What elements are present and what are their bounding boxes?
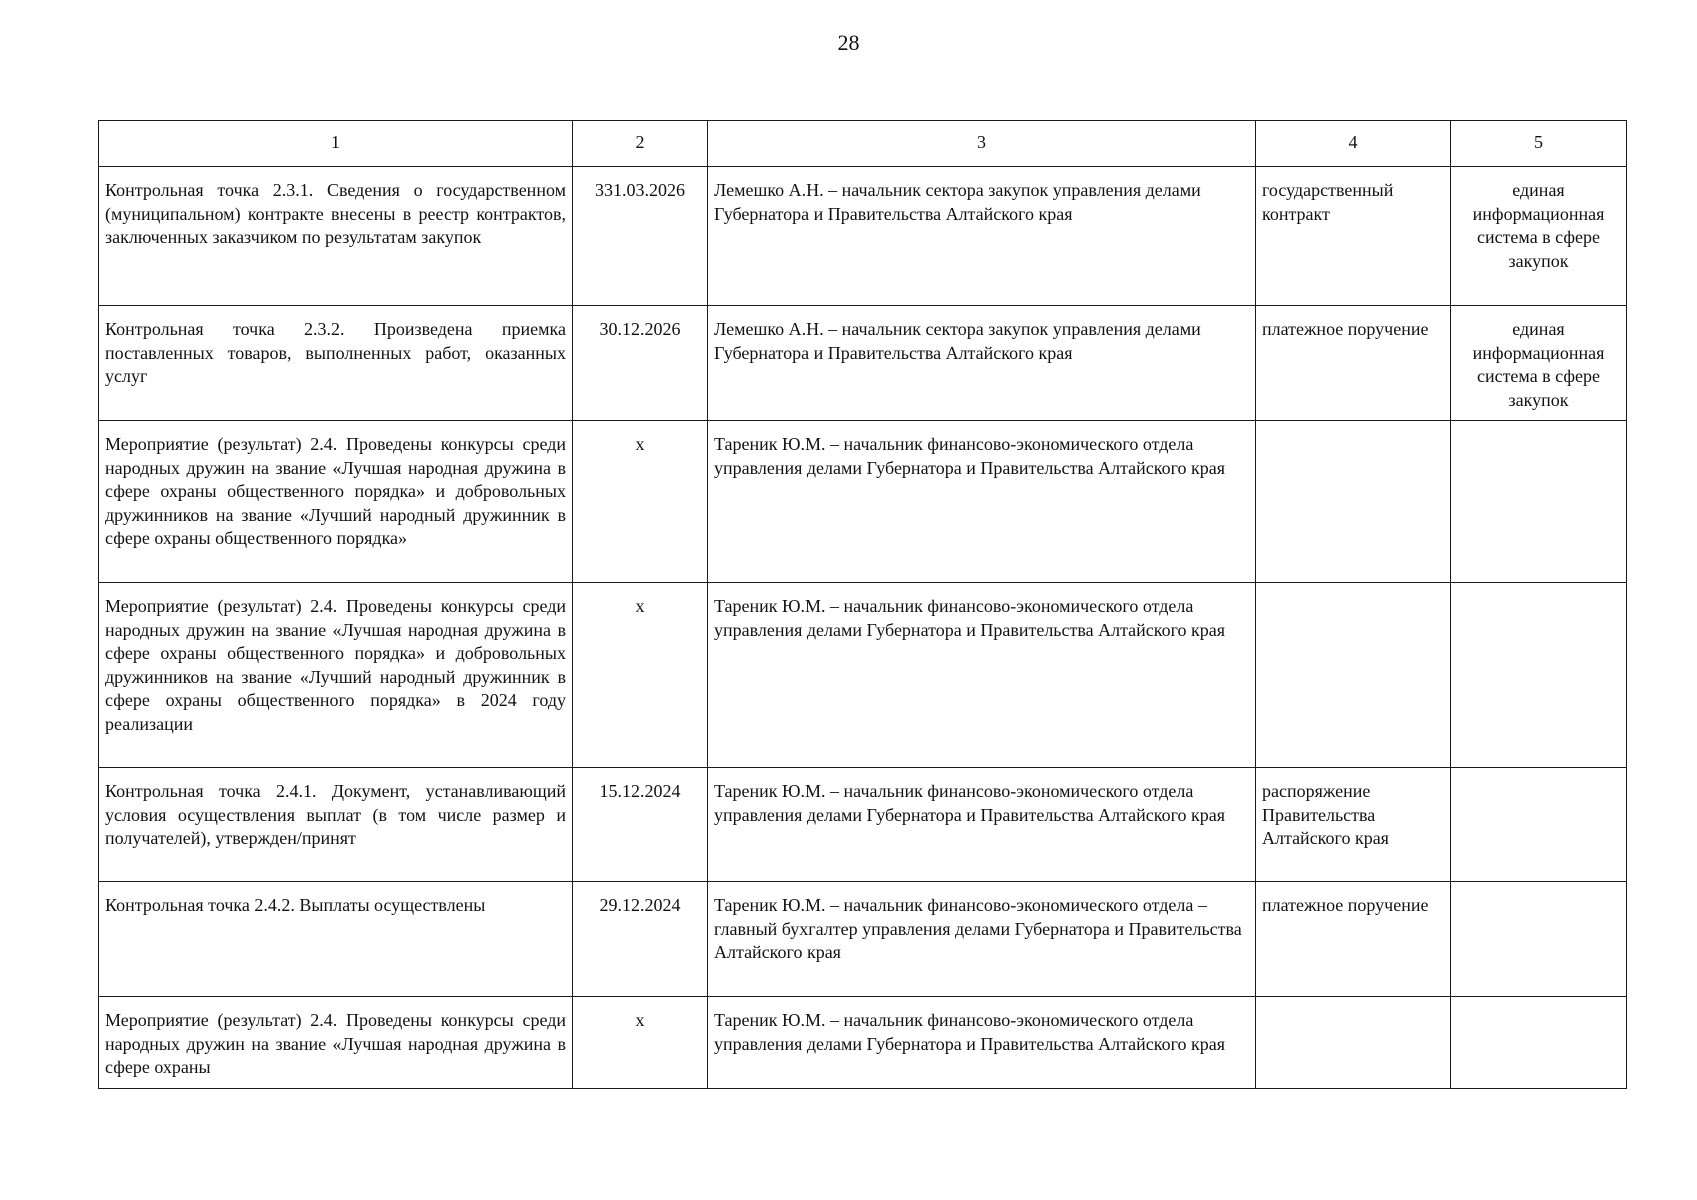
event-cell: Мероприятие (результат) 2.4. Проведены конкурсы среди народных дружин на звание «Лучшая народная дружина в сфере охраны [99,997,573,1089]
event-cell: Контрольная точка 2.3.2. Произведена приемка поставленных товаров, выполненных работ, оказанных услуг [99,306,573,421]
date-cell: 331.03.2026 [573,167,708,306]
system-cell [1451,997,1627,1089]
system-cell [1451,421,1627,583]
table-row [99,583,1627,768]
responsible-cell: Лемешко А.Н. – начальник сектора закупок управления делами Губернатора и Правительства Алтайского края [708,167,1256,306]
date-cell: 30.12.2026 [573,306,708,421]
event-cell: Мероприятие (результат) 2.4. Проведены конкурсы среди народных дружин на звание «Лучшая народная дружина в сфере охраны общественного порядка» и добровольных дружинников на звание «Лучший народный дружинник в сфере охраны общественного порядка» [99,421,573,583]
date-cell: 15.12.2024 [573,768,708,882]
responsible-cell: Тареник Ю.М. – начальник финансово-экономического отдела управления делами Губернатора и Правительства Алтайского края [708,768,1256,882]
responsible-cell: Тареник Ю.М. – начальник финансово-экономического отдела управления делами Губернатора и Правительства Алтайского края [708,997,1256,1089]
system-cell [1451,583,1627,768]
document-cell [1256,421,1451,583]
document-cell: государственный контракт [1256,167,1451,306]
document-cell: платежное поручение [1256,306,1451,421]
date-cell: х [573,583,708,768]
table-row [99,768,1627,882]
document-cell: распоряжение Правительства Алтайского края [1256,768,1451,882]
system-cell [1451,882,1627,997]
event-cell: Контрольная точка 2.3.1. Сведения о государственном (муниципальном) контракте внесены в реестр контрактов, заключенных заказчиком по результатам закупок [99,167,573,306]
column-header-1: 1 [99,121,573,167]
header-row [99,121,1627,167]
document-cell [1256,997,1451,1089]
table-row [99,882,1627,997]
column-header-3: 3 [708,121,1256,167]
document-cell: платежное поручение [1256,882,1451,997]
date-cell: х [573,421,708,583]
system-cell [1451,768,1627,882]
system-cell: единая информационная система в сфере закупок [1451,167,1627,306]
page-number: 28 [837,30,860,55]
date-cell: 29.12.2024 [573,882,708,997]
date-cell: х [573,997,708,1089]
table-row [99,306,1627,421]
responsible-cell: Лемешко А.Н. – начальник сектора закупок управления делами Губернатора и Правительства Алтайского края [708,306,1256,421]
plan-table [98,120,1627,1089]
event-cell: Контрольная точка 2.4.1. Документ, устанавливающий условия осуществления выплат (в том числе размер и получателей), утвержден/принят [99,768,573,882]
system-cell: единая информационная система в сфере закупок [1451,306,1627,421]
responsible-cell: Тареник Ю.М. – начальник финансово-экономического отдела – главный бухгалтер управления делами Губернатора и Правительства Алтайского края [708,882,1256,997]
responsible-cell: Тареник Ю.М. – начальник финансово-экономического отдела управления делами Губернатора и Правительства Алтайского края [708,583,1256,768]
column-header-4: 4 [1256,121,1451,167]
responsible-cell: Тареник Ю.М. – начальник финансово-экономического отдела управления делами Губернатора и Правительства Алтайского края [708,421,1256,583]
table-row [99,167,1627,306]
table-row [99,421,1627,583]
column-header-5: 5 [1451,121,1627,167]
event-cell: Контрольная точка 2.4.2. Выплаты осуществлены [99,882,573,997]
document-cell [1256,583,1451,768]
event-cell: Мероприятие (результат) 2.4. Проведены конкурсы среди народных дружин на звание «Лучшая народная дружина в сфере охраны общественного порядка» и добровольных дружинников на звание «Лучший народный дружинник в сфере охраны общественного порядка» в 2024 году реализации [99,583,573,768]
table-row [99,997,1627,1089]
column-header-2: 2 [573,121,708,167]
